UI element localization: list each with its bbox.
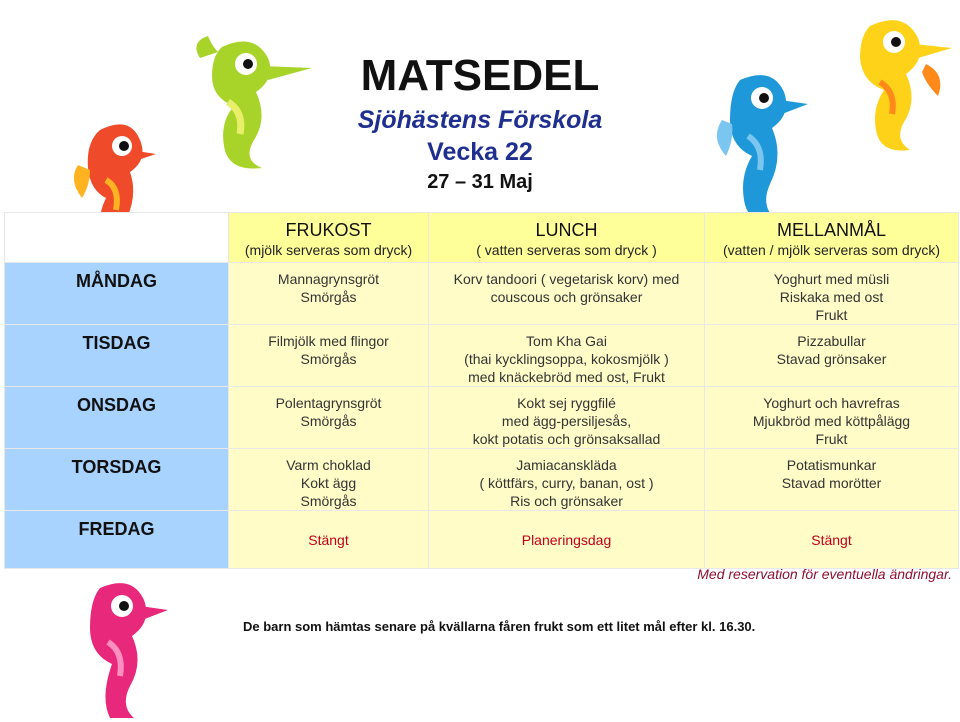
menu-line: Kokt ägg [300, 475, 357, 491]
frukost-cell [229, 449, 429, 511]
menu-line: Mjukbröd med köttpålägg [752, 413, 911, 429]
menu-line: Polentagrynsgröt [275, 395, 382, 411]
menu-line: med ägg-persiljesås, [501, 413, 632, 429]
day-name: TORSDAG [71, 457, 162, 477]
lunch-cell [429, 387, 705, 449]
mellanmal-cell [705, 263, 959, 325]
menu-line: Jamiacanskläda [516, 457, 617, 473]
header-row [5, 213, 959, 263]
mellanmal-cell [705, 511, 959, 569]
day-label [5, 387, 229, 449]
menu-line: Frukt [815, 431, 848, 447]
menu-line: Frukt [815, 307, 848, 323]
menu-line: Stavad morötter [781, 475, 882, 491]
menu-line: Varm choklad [286, 457, 371, 473]
school-name: Sjöhästens Förskola [357, 106, 603, 134]
menu-line: Smörgås [300, 289, 357, 305]
mellanmal-cell [705, 387, 959, 449]
menu-line: Filmjölk med flingor [268, 333, 389, 349]
column-title: FRUKOST [285, 220, 372, 240]
menu-line: Kokt sej ryggfilé [517, 395, 616, 411]
table-row-torsdag [5, 449, 959, 511]
page-title: MATSEDEL [360, 51, 600, 100]
column-subtitle: (mjölk serveras som dryck) [244, 242, 413, 258]
closed-label: Stängt [308, 531, 349, 548]
menu-line: Korv tandoori ( vegetarisk korv) med [453, 271, 680, 287]
frukost-cell [229, 325, 429, 387]
week-label: Vecka 22 [427, 138, 533, 166]
menu-line: Smörgås [300, 413, 357, 429]
table-row-tisdag [5, 325, 959, 387]
frukost-cell [229, 387, 429, 449]
menu-line: Potatismunkar [786, 457, 877, 473]
pink-seahorse-icon [60, 570, 170, 720]
day-label [5, 263, 229, 325]
menu-line: Mannagrynsgröt [277, 271, 380, 287]
day-label [5, 449, 229, 511]
menu-line: Smörgås [300, 351, 357, 367]
reservation-note: Med reservation för eventuella ändringar. [697, 566, 952, 582]
closed-label: Stängt [811, 531, 852, 548]
day-label [5, 511, 229, 569]
table-row-fredag [5, 511, 959, 569]
mellanmal-cell [705, 449, 959, 511]
menu-line: Riskaka med ost [779, 289, 884, 305]
menu-line: Yoghurt med müsli [773, 271, 890, 287]
menu-line: couscous och grönsaker [490, 289, 643, 305]
lunch-cell [429, 325, 705, 387]
day-name: TISDAG [82, 333, 151, 353]
title-block [300, 48, 660, 196]
day-name: ONSDAG [76, 395, 156, 415]
column-header-mellanmal [705, 213, 959, 263]
day-name: MÅNDAG [76, 271, 157, 291]
day-label [5, 325, 229, 387]
day-name: FREDAG [78, 519, 155, 539]
menu-table [4, 212, 959, 569]
menu-line: Stavad grönsaker [776, 351, 887, 367]
date-range: 27 – 31 Maj [427, 171, 533, 193]
frukost-cell [229, 263, 429, 325]
menu-line: Smörgås [300, 493, 357, 509]
mellanmal-cell [705, 325, 959, 387]
blue-seahorse-icon [700, 60, 810, 230]
frukost-cell [229, 511, 429, 569]
column-title: LUNCH [535, 220, 598, 240]
footer-note: De barn som hämtas senare på kvällarna fåren frukt som ett litet mål efter kl. 16.30. [243, 619, 756, 634]
column-header-frukost [229, 213, 429, 263]
column-subtitle: ( vatten serveras som dryck ) [476, 242, 657, 258]
planning-day-label: Planeringsdag [521, 531, 612, 548]
table-row-mandag [5, 263, 959, 325]
menu-line: med knäckebröd med ost, Frukt [468, 369, 665, 385]
lunch-cell [429, 449, 705, 511]
menu-line: ( köttfärs, curry, banan, ost ) [479, 475, 654, 491]
menu-line: Tom Kha Gai [526, 333, 607, 349]
menu-line: kokt potatis och grönsaksallad [472, 431, 661, 447]
menu-line: Pizzabullar [797, 333, 866, 349]
menu-line: Yoghurt och havrefras [763, 395, 900, 411]
lunch-cell [429, 263, 705, 325]
column-title: MELLANMÅL [776, 220, 887, 240]
yellow-seahorse-icon [826, 4, 956, 154]
table-row-onsdag [5, 387, 959, 449]
lunch-cell [429, 511, 705, 569]
column-subtitle: (vatten / mjölk serveras som dryck) [722, 242, 941, 258]
column-header-lunch [429, 213, 705, 263]
corner-cell [5, 213, 229, 263]
menu-line: Ris och grönsaker [510, 493, 623, 509]
menu-line: (thai kycklingsoppa, kokosmjölk ) [464, 351, 669, 367]
